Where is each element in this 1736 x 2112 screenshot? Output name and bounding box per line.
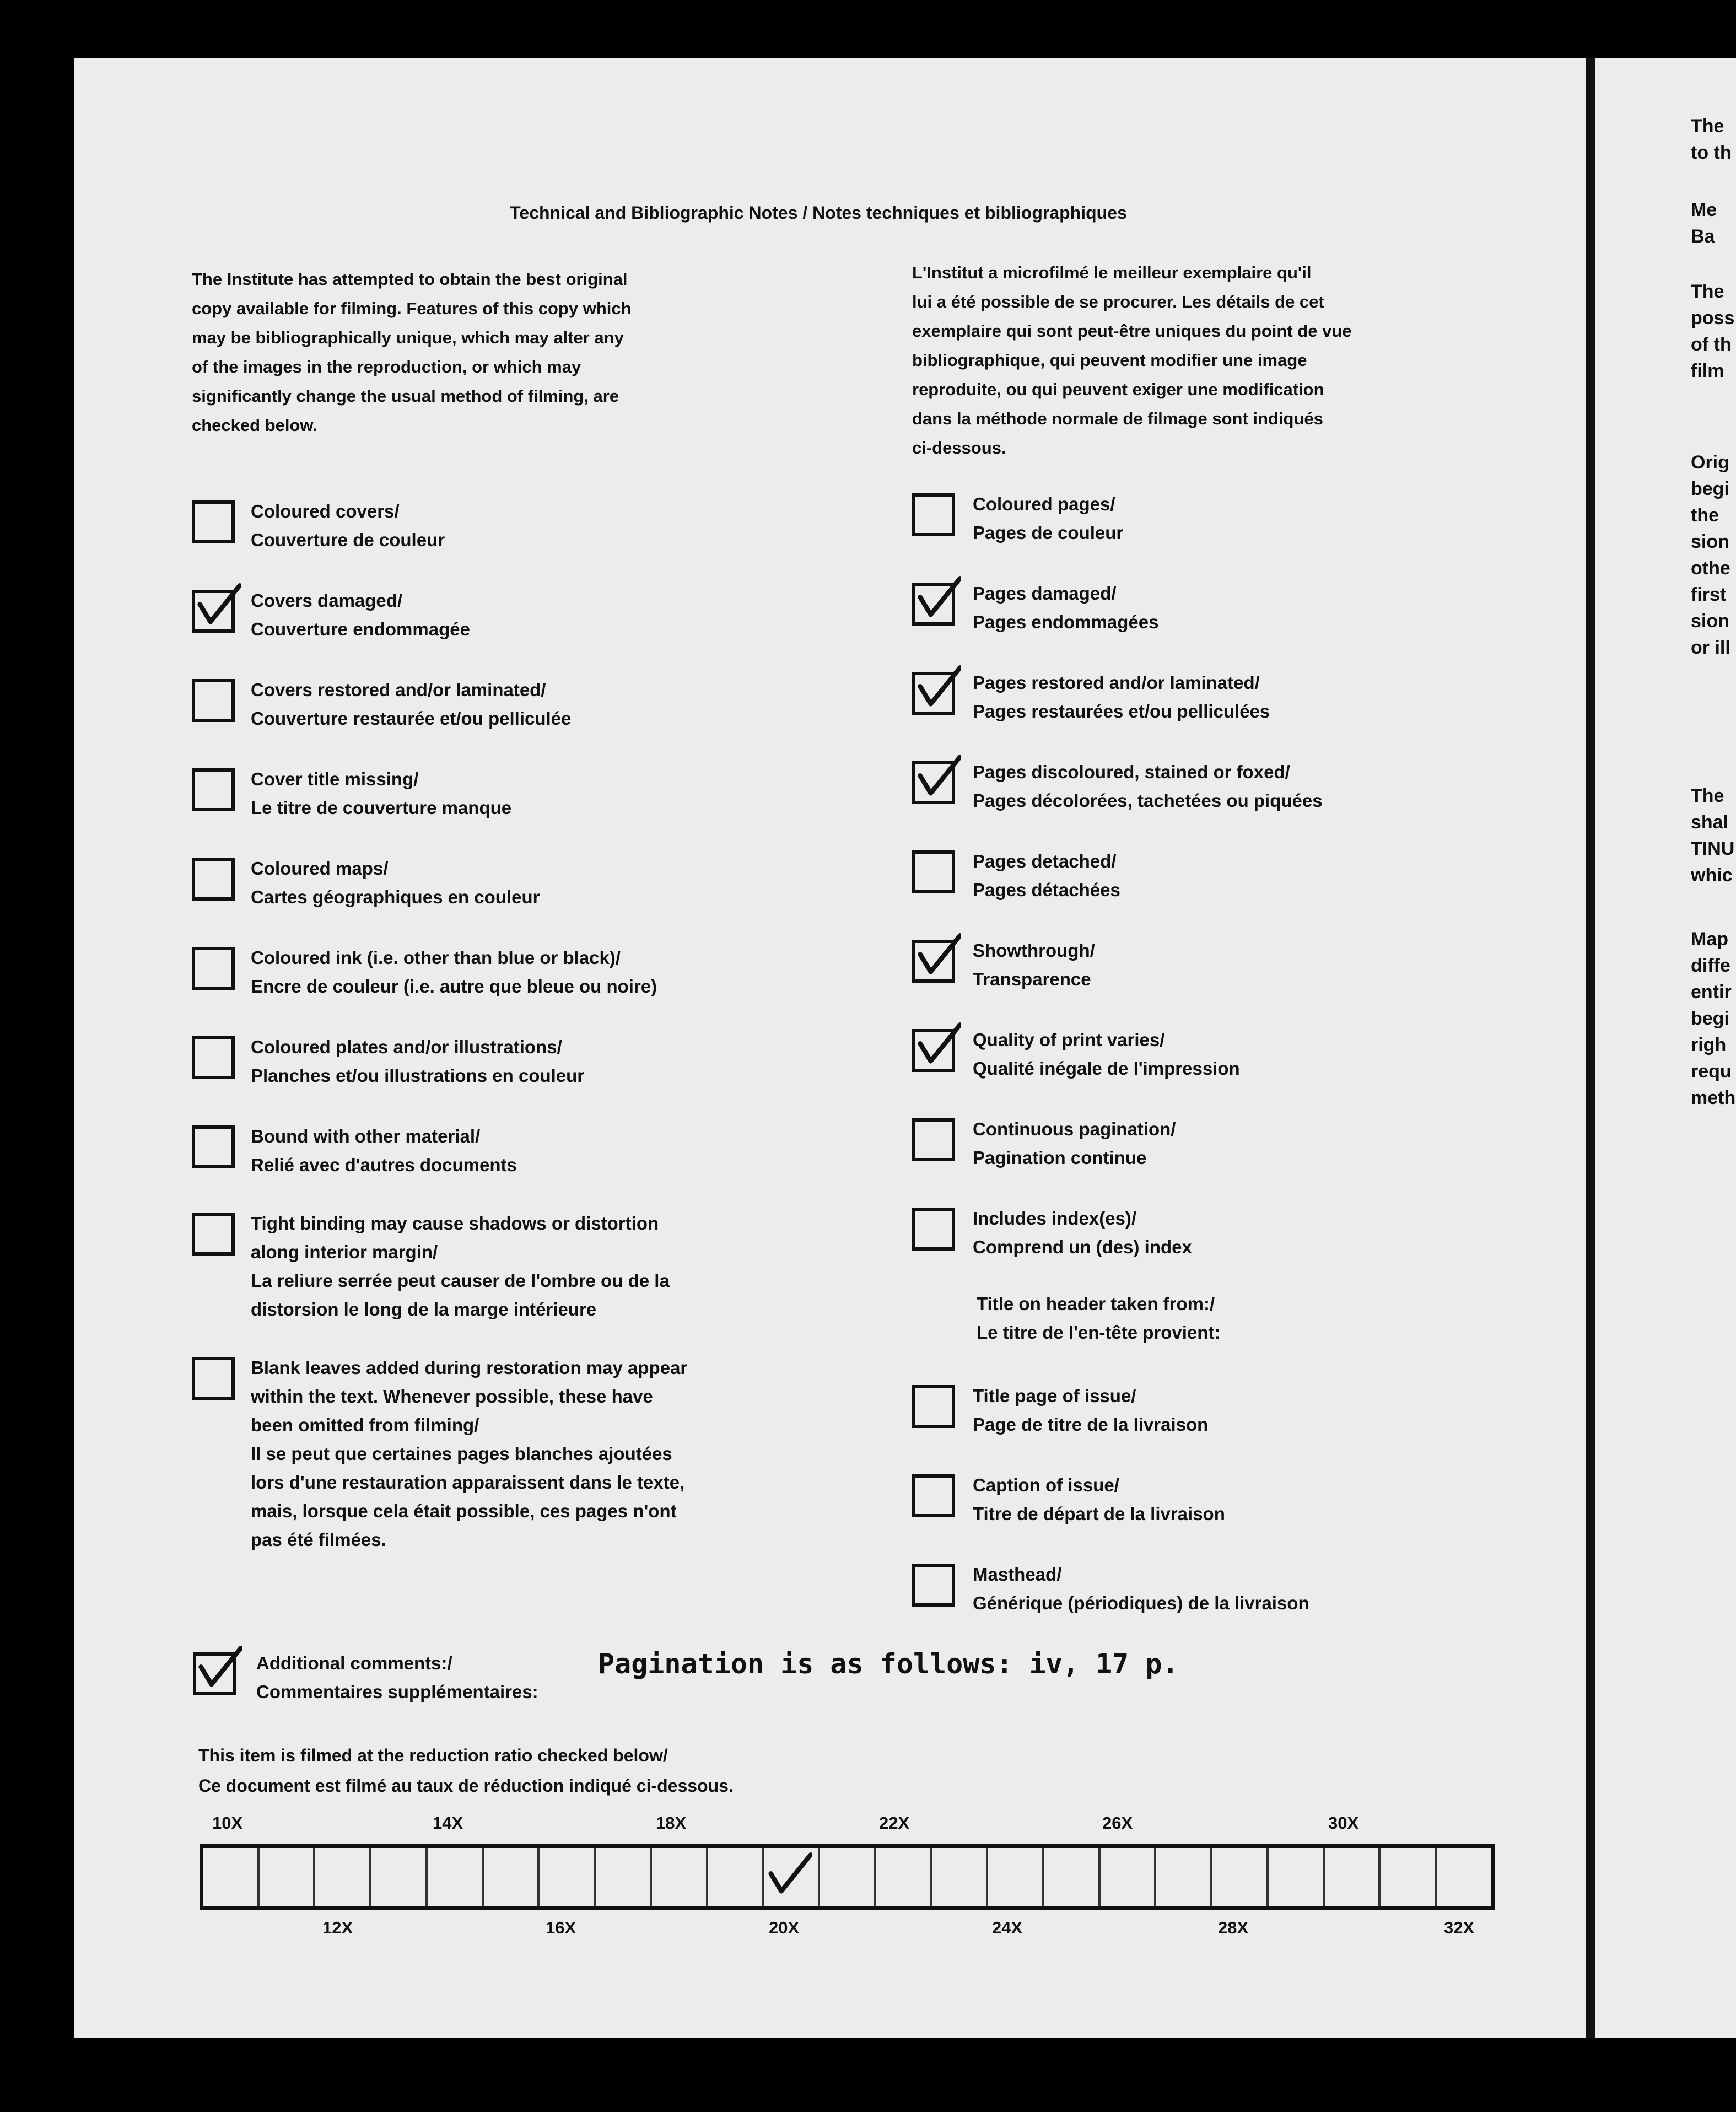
scale-label: 22X (879, 1813, 910, 1833)
adjacent-page-fragment: Map (1691, 929, 1728, 950)
adjacent-page-fragment: first (1691, 584, 1727, 605)
adjacent-page-fragment: Ba (1691, 226, 1715, 247)
right-item-4-label: Pages discoloured, stained or foxed/ Pages décolorées, tachetées ou piquées (973, 762, 1323, 811)
left-item-6-checkbox[interactable] (192, 947, 235, 990)
left-item-3-checkbox[interactable] (192, 679, 235, 722)
right-item-3-label: Pages restored and/or laminated/ Pages restaurées et/ou pelliculées (973, 672, 1270, 721)
scale-label: 14X (433, 1813, 463, 1833)
right-item-8-label: Continuous pagination/ Pagination continue (973, 1119, 1176, 1168)
ratio-cell[interactable] (315, 1848, 371, 1906)
left-item-7-checkbox[interactable] (192, 1036, 235, 1079)
scale-label: 20X (769, 1918, 800, 1937)
ratio-cell[interactable] (371, 1848, 428, 1906)
left-item-5-checkbox[interactable] (192, 858, 235, 901)
checkmark-icon (914, 1021, 961, 1068)
adjacent-page-fragment: of th (1691, 334, 1732, 355)
scale-label: 30X (1328, 1813, 1359, 1833)
reduction-ratio-text: This item is filmed at the reduction ratio checked below/ Ce document est filmé au taux de réduction indiqué ci-dessous. (198, 1745, 734, 1796)
right-item-5-label: Pages detached/ Pages détachées (973, 851, 1120, 900)
right-item-9-checkbox[interactable] (912, 1208, 955, 1251)
checkmark-icon (195, 1645, 242, 1691)
checkmark-icon (765, 1851, 812, 1898)
ratio-cell[interactable] (596, 1848, 652, 1906)
left-item-6-label: Coloured ink (i.e. other than blue or black)/ Encre de couleur (i.e. autre que bleue ou noire) (251, 947, 657, 996)
intro-french: L'Institut a microfilmé le meilleur exemplaire qu'il lui a été possible de se procurer. Les détails de cet exemplaire qui sont peut-être uniques du point de vue bibliographique, qui peuvent modifier une image reproduite, ou qui peuvent exiger une modification dans la méthode normale de filmage sont indiqués ci-dessous. (912, 263, 1352, 457)
left-item-10-label: Blank leaves added during restoration may appear within the text. Whenever possible, these have been omitted from filming/ Il se peut que certaines pages blanches ajoutées lors d'une restauration apparaissent dans le texte, mais, lorsque cela était possible, ces pages n'ont pas été filmées. (251, 1357, 688, 1550)
ratio-cell[interactable] (428, 1848, 484, 1906)
ratio-cell[interactable] (260, 1848, 316, 1906)
adjacent-page-fragment: Orig (1691, 452, 1729, 473)
adjacent-page-fragment: entir (1691, 982, 1732, 1003)
adjacent-page-fragment: The (1691, 116, 1724, 137)
adjacent-page-fragment: requ (1691, 1061, 1732, 1082)
checkmark-icon (194, 582, 241, 629)
scale-label: 28X (1218, 1918, 1249, 1937)
scale-label: 24X (992, 1918, 1023, 1937)
left-item-10-checkbox[interactable] (192, 1357, 235, 1400)
adjacent-page-fragment: The (1691, 785, 1724, 806)
left-item-8-checkbox[interactable] (192, 1125, 235, 1168)
ratio-cell[interactable] (1381, 1848, 1437, 1906)
right-item-7-label: Quality of print varies/ Qualité inégale de l'impression (973, 1030, 1240, 1079)
scale-label: 18X (656, 1813, 687, 1833)
adjacent-page-fragment: righ (1691, 1035, 1727, 1055)
right-item-5-checkbox[interactable] (912, 850, 955, 893)
adjacent-page-fragment: film (1691, 360, 1724, 381)
page-divider (1586, 58, 1595, 2038)
ratio-cell[interactable] (1156, 1848, 1212, 1906)
left-item-5-label: Coloured maps/ Cartes géographiques en couleur (251, 858, 540, 907)
ratio-cell[interactable] (540, 1848, 596, 1906)
adjacent-page-fragment: poss (1691, 308, 1735, 328)
ratio-cell[interactable] (1212, 1848, 1269, 1906)
adjacent-page-fragment: the (1691, 505, 1719, 526)
right-item-13-label: Masthead/ Générique (périodiques) de la livraison (973, 1564, 1309, 1613)
right-item-11-checkbox[interactable] (912, 1385, 955, 1428)
left-item-9-checkbox[interactable] (192, 1213, 235, 1256)
adjacent-page-fragment: whic (1691, 865, 1733, 886)
ratio-cell[interactable] (203, 1848, 260, 1906)
adjacent-page-fragment: shal (1691, 812, 1729, 833)
right-item-11-label: Title page of issue/ Page de titre de la livraison (973, 1386, 1209, 1435)
right-item-1-label: Coloured pages/ Pages de couleur (973, 494, 1124, 543)
adjacent-page-fragment: sion (1691, 611, 1729, 632)
right-item-13-checkbox[interactable] (912, 1564, 955, 1607)
adjacent-page-fragment: or ill (1691, 637, 1730, 658)
right-item-2-label: Pages damaged/ Pages endommagées (973, 583, 1159, 632)
checkmark-icon (914, 753, 961, 800)
left-item-8-label: Bound with other material/ Relié avec d'autres documents (251, 1126, 517, 1175)
ratio-cell[interactable] (988, 1848, 1044, 1906)
left-item-4-checkbox[interactable] (192, 768, 235, 811)
scale-label: 26X (1102, 1813, 1133, 1833)
adjacent-page-fragment: meth (1691, 1087, 1736, 1108)
ratio-cell[interactable] (1269, 1848, 1325, 1906)
adjacent-page-fragment: othe (1691, 558, 1730, 579)
page-title: Technical and Bibliographic Notes / Notes techniques et bibliographiques (510, 203, 1127, 223)
ratio-cell[interactable] (652, 1848, 708, 1906)
adjacent-page-fragment: begi (1691, 478, 1729, 499)
left-item-3-label: Covers restored and/or laminated/ Couverture restaurée et/ou pelliculée (251, 680, 572, 729)
scale-label: 32X (1444, 1918, 1475, 1937)
adjacent-page-fragment: to th (1691, 142, 1732, 163)
right-item-12-label: Caption of issue/ Titre de départ de la livraison (973, 1475, 1225, 1524)
right-item-8-checkbox[interactable] (912, 1118, 955, 1161)
additional-comments-label: Additional comments:/ Commentaires supplémentaires: (256, 1653, 538, 1702)
scale-label: 12X (322, 1918, 353, 1937)
adjacent-page-fragment: Me (1691, 200, 1717, 220)
left-item-4-label: Cover title missing/ Le titre de couverture manque (251, 769, 512, 818)
ratio-cell[interactable] (820, 1848, 876, 1906)
checkmark-icon (914, 575, 961, 622)
adjacent-page-fragment: sion (1691, 531, 1729, 552)
left-item-7-label: Coloured plates and/or illustrations/ Planches et/ou illustrations en couleur (251, 1037, 585, 1086)
ratio-cell[interactable] (1101, 1848, 1157, 1906)
intro-english: The Institute has attempted to obtain the best original copy available for filming. Features of this copy which may be bibliographically unique, which may alter any of the images in the reproduction, or which may significantly change the usual method of filming, are checked below. (192, 270, 632, 435)
right-item-9-label: Includes index(es)/ Comprend un (des) index (973, 1208, 1192, 1257)
pagination-note: Pagination is as follows: iv, 17 p. (598, 1648, 1179, 1680)
ratio-cell[interactable] (764, 1848, 820, 1906)
scale-label: 10X (212, 1813, 243, 1833)
right-item-6-label: Showthrough/ Transparence (973, 940, 1095, 989)
adjacent-page-fragment: TINU (1691, 838, 1735, 859)
right-item-12-checkbox[interactable] (912, 1474, 955, 1517)
ratio-cell[interactable] (932, 1848, 989, 1906)
left-item-2-label: Covers damaged/ Couverture endommagée (251, 590, 470, 639)
scale-label: 16X (546, 1918, 576, 1937)
checkmark-icon (914, 664, 961, 711)
checkmark-icon (914, 932, 961, 979)
ratio-cell[interactable] (876, 1848, 932, 1906)
reduction-ratio-grid (200, 1844, 1495, 1910)
ratio-cell[interactable] (1437, 1848, 1491, 1906)
ratio-cell[interactable] (1044, 1848, 1101, 1906)
adjacent-page-fragment: The (1691, 281, 1724, 302)
ratio-cell[interactable] (484, 1848, 540, 1906)
left-item-1-label: Coloured covers/ Couverture de couleur (251, 501, 445, 550)
left-item-1-checkbox[interactable] (192, 500, 235, 543)
right-item-10-label: Title on header taken from:/ Le titre de l'en-tête provient: (977, 1294, 1221, 1343)
right-item-1-checkbox[interactable] (912, 493, 955, 536)
left-item-9-label: Tight binding may cause shadows or distortion along interior margin/ La reliure serrée peut causer de l'ombre ou de la distorsion le long de la marge intérieure (251, 1213, 670, 1319)
ratio-cell[interactable] (1325, 1848, 1381, 1906)
ratio-cell[interactable] (708, 1848, 764, 1906)
adjacent-page-fragment: begi (1691, 1008, 1729, 1029)
adjacent-page-fragment: diffe (1691, 955, 1730, 976)
